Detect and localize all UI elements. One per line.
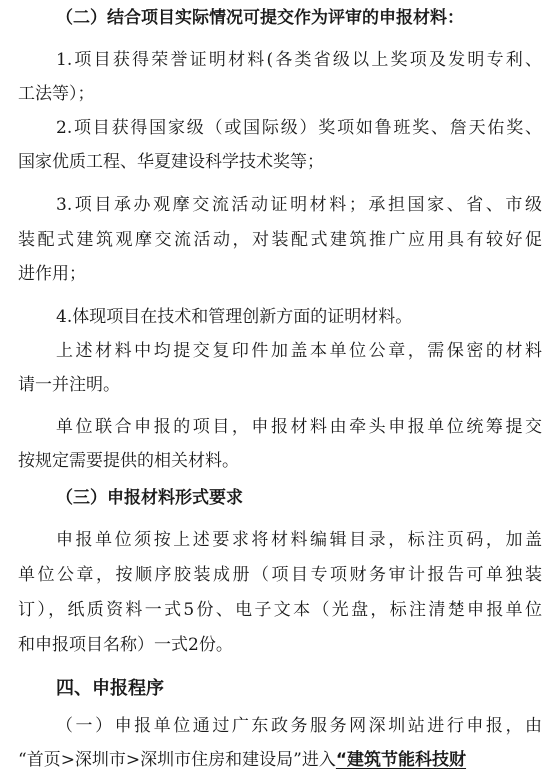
paragraph-line: 装配式建筑观摩交流活动，对装配式建筑推广应用具有较好促	[18, 230, 542, 250]
paragraph-line: 4.体现项目在技术和管理创新方面的证明材料。	[56, 307, 413, 327]
bold-link-text: “建筑节能科技财	[335, 750, 467, 770]
paragraph-line: 请一并注明。	[18, 375, 120, 395]
paragraph-line: 进作用；	[18, 264, 86, 284]
paragraph-line: 单位联合申报的项目，申报材料由牵头申报单位统筹提交	[56, 417, 542, 437]
navigation-path-text: “首页>深圳市>深圳市住房和建设局”进入	[18, 750, 336, 770]
paragraph-line: 订），纸质资料一式5份、电子文本（光盘，标注清楚申报单位	[18, 600, 542, 620]
paragraph-line: 上述材料中均提交复印件加盖本单位公章，需保密的材料	[56, 341, 542, 361]
paragraph-line: 2.项目获得国家级（或国际级）奖项如鲁班奖、詹天佑奖、	[56, 118, 542, 138]
section-heading-4: 四、申报程序	[56, 678, 164, 699]
paragraph-line: 国家优质工程、华夏建设科学技术奖等；	[18, 152, 324, 172]
paragraph-line: 1.项目获得荣誉证明材料(各类省级以上奖项及发明专利、	[56, 50, 542, 70]
paragraph-line: 单位公章，按顺序胶装成册（项目专项财务审计报告可单独装	[18, 565, 542, 585]
paragraph-line-last	[18, 744, 542, 776]
paragraph-line: 和申报项目名称）一式2份。	[18, 635, 233, 655]
section-heading-3: （三）申报材料形式要求	[56, 488, 243, 508]
paragraph-line: 3.项目承办观摩交流活动证明材料；承担国家、省、市级	[56, 195, 542, 215]
paragraph-line: 工法等）；	[18, 84, 95, 104]
section-heading-2: （二）结合项目实际情况可提交作为评审的申报材料：	[56, 8, 464, 28]
paragraph-line: （一）申报单位通过广东政务服务网深圳站进行申报，由	[56, 716, 542, 736]
paragraph-line: 申报单位须按上述要求将材料编辑目录，标注页码，加盖	[56, 530, 542, 550]
paragraph-line: 按规定需要提供的相关材料。	[18, 451, 239, 471]
